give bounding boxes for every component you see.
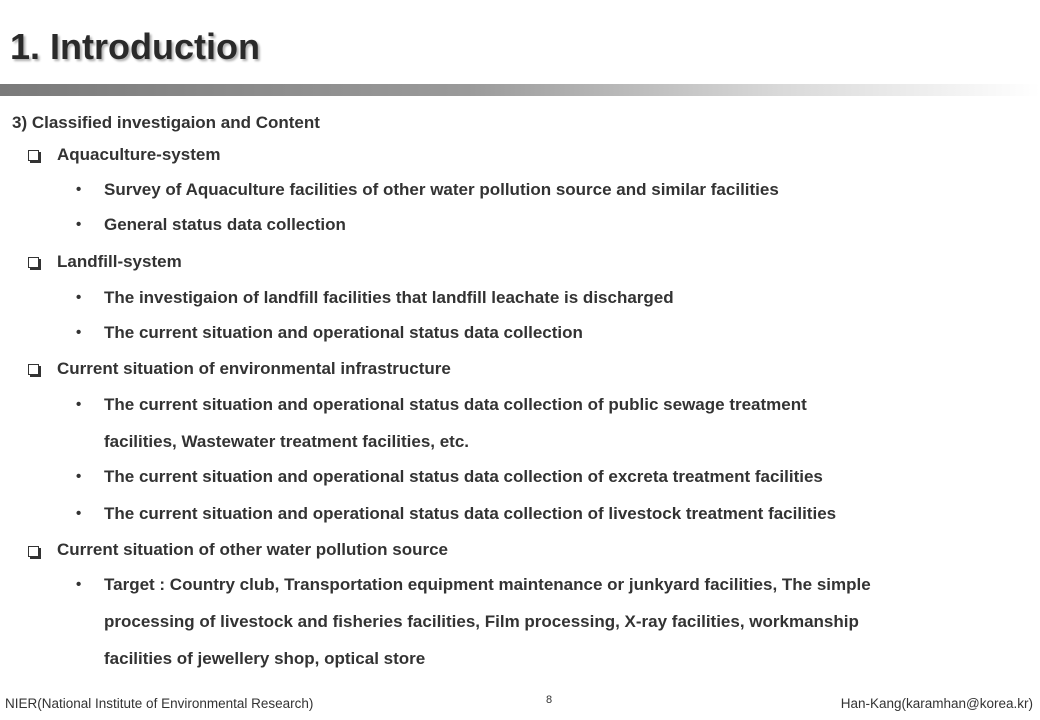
bullet-icon: •	[76, 396, 82, 413]
bullet-text-continuation: processing of livestock and fisheries facilities, Film processing, X-ray facilities, workmanship	[104, 612, 859, 631]
bullet-icon: •	[76, 468, 82, 485]
slide-title: 1. Introduction	[10, 26, 260, 67]
square-bullet-icon	[28, 150, 39, 161]
bullet-icon: •	[76, 216, 82, 233]
bullet-text: Target : Country club, Transportation equipment maintenance or junkyard facilities, The simple	[104, 575, 871, 594]
bullet-text: The investigaion of landfill facilities that landfill leachate is discharged	[104, 288, 674, 307]
bullet-icon: •	[76, 505, 82, 522]
slide-subheading: 3) Classified investigaion and Content	[12, 113, 320, 132]
page-number: 8	[546, 694, 553, 706]
bullet-text: General status data collection	[104, 215, 346, 234]
bullet-text: The current situation and operational status data collection	[104, 323, 583, 342]
section-heading: Current situation of environmental infrastructure	[57, 359, 451, 378]
square-bullet-icon	[28, 364, 39, 375]
footer-organization: NIER(National Institute of Environmental Research)	[5, 696, 314, 711]
bullet-text: The current situation and operational status data collection of livestock treatment facilities	[104, 504, 837, 523]
bullet-icon: •	[76, 576, 82, 593]
footer-contact: Han-Kang(karamhan@korea.kr)	[840, 696, 1033, 711]
bullet-text-continuation: facilities, Wastewater treatment facilities, etc.	[104, 432, 470, 451]
bullet-text: The current situation and operational status data collection of excreta treatment facilities	[104, 467, 823, 486]
square-bullet-icon	[28, 257, 39, 268]
bullet-icon: •	[76, 289, 82, 306]
section-heading: Landfill-system	[57, 252, 182, 271]
bullet-icon: •	[76, 324, 82, 341]
bullet-icon: •	[76, 181, 82, 198]
section-heading: Aquaculture-system	[57, 145, 221, 164]
section-heading: Current situation of other water pollution source	[57, 540, 449, 559]
bullet-text-continuation: facilities of jewellery shop, optical store	[104, 649, 426, 668]
square-bullet-icon	[28, 546, 39, 557]
bullet-text: Survey of Aquaculture facilities of other water pollution source and similar facilities	[104, 180, 779, 199]
bullet-text: The current situation and operational status data collection of public sewage treatment	[104, 395, 807, 414]
